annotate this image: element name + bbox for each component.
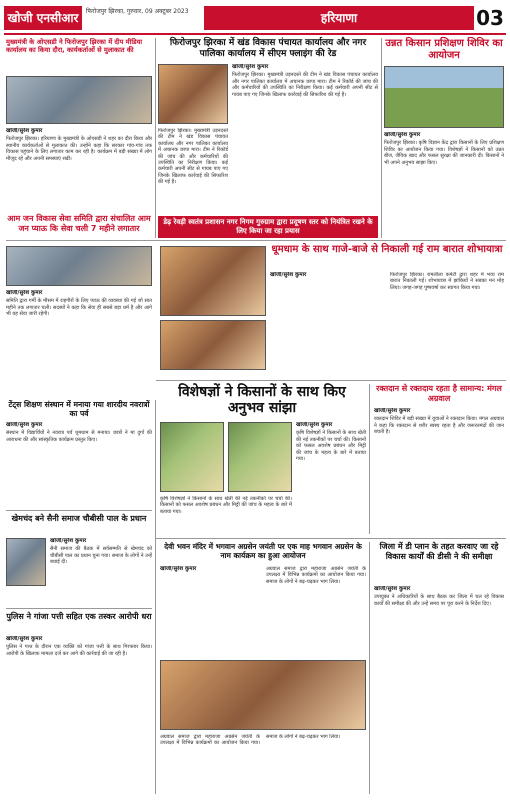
masthead: [4, 4, 506, 32]
story12-text: उपायुक्त ने अधिकारियों के साथ बैठक कर जिला में चल रहे विकास कार्यों की समीक्षा की और उन्हें समय पर पूरा करने के निर्देश दिए।: [374, 594, 504, 607]
story1-headline: मुख्यमंत्री के ओएसडी ने फिरोजपुर झिरका में दीप मीडिया कार्यालय का किया दौरा, कार्यकर्ताओं से मुलाकात की: [6, 38, 143, 55]
story5-byline: खोजी/सुरेश कुमार: [270, 272, 307, 278]
story11-text-cont: अग्रवाल समाज द्वारा महाराजा अग्रसेन जयंती के उपलक्ष्य में विभिन्न कार्यक्रमों का आयोजन किया गया। समाज के लोगों ने बढ़-चढ़कर भाग लिया।: [160, 734, 341, 747]
story9-body: [50, 538, 152, 604]
story11-body-cont: [160, 734, 366, 792]
story9-photo: [6, 538, 46, 586]
story12-byline: खोजी/सुरेश कुमार: [374, 586, 411, 592]
row-divider: [6, 240, 506, 241]
page-number: 03: [476, 6, 504, 30]
story1-byline: खोजी/सुरेश कुमार: [6, 128, 43, 134]
story2-body-left: [158, 128, 228, 214]
story12-body: [374, 586, 504, 792]
story2-photo-1: [158, 64, 228, 124]
story4-photo: [6, 246, 152, 286]
story11-body: [160, 566, 366, 656]
story12-headline: जिला में डी प्लान के तहत करवाए जा रहे विकास कार्यों की डीसी ने की समीक्षा: [379, 542, 499, 561]
story1-photo: [6, 76, 152, 124]
story7-text-cont: कृषि विशेषज्ञों ने किसानों के साथ खेती की नई तकनीकों पर चर्चा की। किसानों को फसल अवशेष प्रबंधन और मिट्टी की जांच के महत्व के बारे में बताया गया।: [160, 496, 292, 515]
story7-photo-1: [160, 422, 224, 492]
story4-headline: आम जन विकास सेवा समिति द्वारा संचालित आम जन प्याऊ कि सेवा चली 7 महीने लगातार: [7, 214, 151, 233]
column-divider: [369, 542, 370, 794]
story2-text-cont: फिरोजपुर झिरका। मुख्यमंत्री उड़नदस्ते की टीम ने खंड विकास पंचायत कार्यालय और नगर पालिका कार्यालय में अचानक छापा मारा। टीम ने रिकॉर्ड की जांच की और कर्मचारियों की उपस्थिति का निरीक्षण किया। कई कर्मचारी अपनी सीट से गायब पाए गए जिनके खिलाफ कार्रवाई की सिफारिश की गई है।: [158, 128, 228, 186]
story3-body: [384, 132, 504, 232]
story8-text: रक्तदान शिविर में बड़ी संख्या में युवाओं ने रक्तदान किया। मंगल अग्रवाल ने कहा कि रक्तदान से शरीर स्वस्थ रहता है और जरूरतमंदों की जान बचती है।: [374, 416, 504, 436]
story3-headline: उन्नत किसान प्रशिक्षण शिविर का आयोजन: [385, 38, 503, 61]
masthead-rule: [4, 33, 506, 35]
section-title: हरियाणा: [204, 6, 474, 30]
story10-byline: खोजी/सुरेश कुमार: [6, 636, 43, 642]
story7-byline: खोजी/सुरेश कुमार: [296, 422, 333, 428]
story9-headline: खेमचंद बने सैनी समाज चौबीसी पाल के प्रधान: [11, 514, 147, 523]
story2-body: [232, 64, 378, 214]
story1-body: [6, 128, 152, 208]
story7-body-cont: [160, 496, 292, 536]
story4-byline: खोजी/सुरेश कुमार: [6, 290, 43, 296]
story8-body: [374, 408, 504, 532]
story10-text: पुलिस ने गश्त के दौरान एक व्यक्ति को गांजा पत्ती के साथ गिरफ्तार किया। आरोपी के खिलाफ मामला दर्ज कर आगे की कार्रवाई की जा रही है।: [6, 644, 152, 657]
story7-body: [296, 422, 366, 532]
story11-headline: देवी भवन मंदिर में भगवान अग्रसेन जयंती पर एक माह भगवान अग्रसेन के नाम कार्यक्रम का हुआ आयोजन: [164, 542, 362, 560]
story1-text: फिरोजपुर झिरका। हरियाणा के मुख्यमंत्री के ओएसडी ने शहर का दौरा किया और स्थानीय कार्यकर्ताओं से मुलाकात की। उन्होंने कहा कि सरकार गांव-गांव तक विकास पहुंचाने के लिए लगातार काम कर रही है। कार्यक्रम में बड़ी संख्या में लोग मौजूद रहे और अपनी समस्याएं रखीं।: [6, 136, 152, 162]
story11-photo: [160, 660, 366, 730]
story6-text: संस्थान में विद्यार्थियों ने नवरात्र पर्व धूमधाम से मनाया। छात्रों ने मां दुर्गा की आराधना की और सांस्कृतिक कार्यक्रम प्रस्तुत किए।: [6, 430, 152, 443]
story7-text: कृषि विशेषज्ञों ने किसानों के साथ खेती की नई तकनीकों पर चर्चा की। किसानों को फसल अवशेष प्रबंधन और मिट्टी की जांच के महत्व के बारे में बताया गया।: [296, 430, 366, 463]
story6-byline: खोजी/सुरेश कुमार: [6, 422, 43, 428]
story3-text: फिरोजपुर झिरका। कृषि विज्ञान केंद्र द्वारा किसानों के लिए प्रशिक्षण शिविर का आयोजन किया गया। विशेषज्ञों ने किसानों को उन्नत बीज, जैविक खाद और फसल सुरक्षा की जानकारी दी। किसानों ने भी अपने अनुभव साझा किए।: [384, 140, 504, 166]
row-divider: [6, 510, 152, 511]
story5-text: फिरोजपुर झिरका। रामलीला कमेटी द्वारा शहर में भव्य राम बारात निकाली गई। शोभायात्रा में झांकियों ने सबका मन मोह लिया। जगह-जगह पुष्पवर्षा कर स्वागत किया गया।: [390, 272, 504, 291]
story11-text: अग्रवाल समाज द्वारा महाराजा अग्रसेन जयंती के उपलक्ष्य में विभिन्न कार्यक्रमों का आयोजन किया गया। समाज के लोगों ने बढ़-चढ़कर भाग लिया।: [266, 566, 366, 585]
story3-photo: [384, 66, 504, 128]
story2-headline: फिरोजपुर झिरका में खंड विकास पंचायत कार्यालय और नगर पालिका कार्यालय में सीएम फ्लाइंग की रेड: [169, 38, 367, 59]
column-divider: [155, 400, 156, 794]
column-divider: [381, 38, 382, 238]
story7-headline: विशेषज्ञों ने किसानों के साथ किए अनुभव सांझा: [178, 384, 346, 416]
story5-photo-1: [160, 246, 266, 316]
column-divider: [155, 38, 156, 238]
row-divider: [156, 380, 506, 381]
story9-text: सैनी समाज की बैठक में सर्वसम्मति से खेमचंद को चौबीसी पाल का प्रधान चुना गया। समाज के लोगों ने उन्हें बधाई दी।: [50, 546, 152, 566]
row-divider: [156, 538, 506, 539]
story5-headline: धूमधाम के साथ गाजे-बाजे से निकाली गई राम बारात शोभायात्रा: [271, 244, 503, 255]
story2-strip: डेढ़ रेवड़ी स्वतंत्र प्रशासन नगर निगम गुरुग्राम द्वारा प्रदूषण स्तर को नियंत्रित रखने के लिए किया जा रहा प्रयास: [158, 216, 378, 238]
story7-photo-2: [228, 422, 292, 492]
story5-photo-2: [160, 320, 266, 370]
story10-body: [6, 636, 152, 792]
story5-body: [270, 272, 504, 376]
story6-body: [6, 422, 152, 506]
story10-headline: पुलिस ने गांजा पत्ती सहित एक तस्कर आरोपी धरा: [6, 612, 152, 621]
row-divider: [6, 608, 152, 609]
story4-body: [6, 290, 152, 396]
story8-headline: रक्तदान से रक्तदाय रहता है सामान्य: मंगल अग्रवाल: [376, 384, 502, 403]
story6-headline: टेंट्स शिक्षण संस्थान में मनाया गया शारदीय नवरात्रों का पर्व: [8, 400, 150, 419]
story9-byline: खोजी/सुरेश कुमार: [50, 538, 87, 544]
story3-byline: खोजी/सुरेश कुमार: [384, 132, 421, 138]
column-divider: [369, 384, 370, 534]
story2-text: फिरोजपुर झिरका। मुख्यमंत्री उड़नदस्ते की टीम ने खंड विकास पंचायत कार्यालय और नगर पालिका कार्यालय में अचानक छापा मारा। टीम ने रिकॉर्ड की जांच की और कर्मचारियों की उपस्थिति का निरीक्षण किया। कई कर्मचारी अपनी सीट से गायब पाए गए जिनके खिलाफ कार्रवाई की सिफारिश की गई है।: [232, 72, 378, 98]
story4-text: समिति द्वारा गर्मी के मौसम में राहगीरों के लिए प्याऊ की व्यवस्था की गई जो सात महीने तक लगातार चली। सदस्यों ने कहा कि सेवा ही सबसे बड़ा धर्म है और आगे भी यह सेवा जारी रहेगी।: [6, 298, 152, 318]
dateline: फिरोजपुर झिरका, गुरुवार, 09 अक्टूबर 2023: [86, 8, 189, 15]
newspaper-brand: खोजी एनसीआर: [4, 6, 82, 30]
story8-byline: खोजी/सुरेश कुमार: [374, 408, 411, 414]
story11-byline: खोजी/सुरेश कुमार: [160, 566, 197, 572]
story2-byline: खोजी/सुरेश कुमार: [232, 64, 269, 70]
